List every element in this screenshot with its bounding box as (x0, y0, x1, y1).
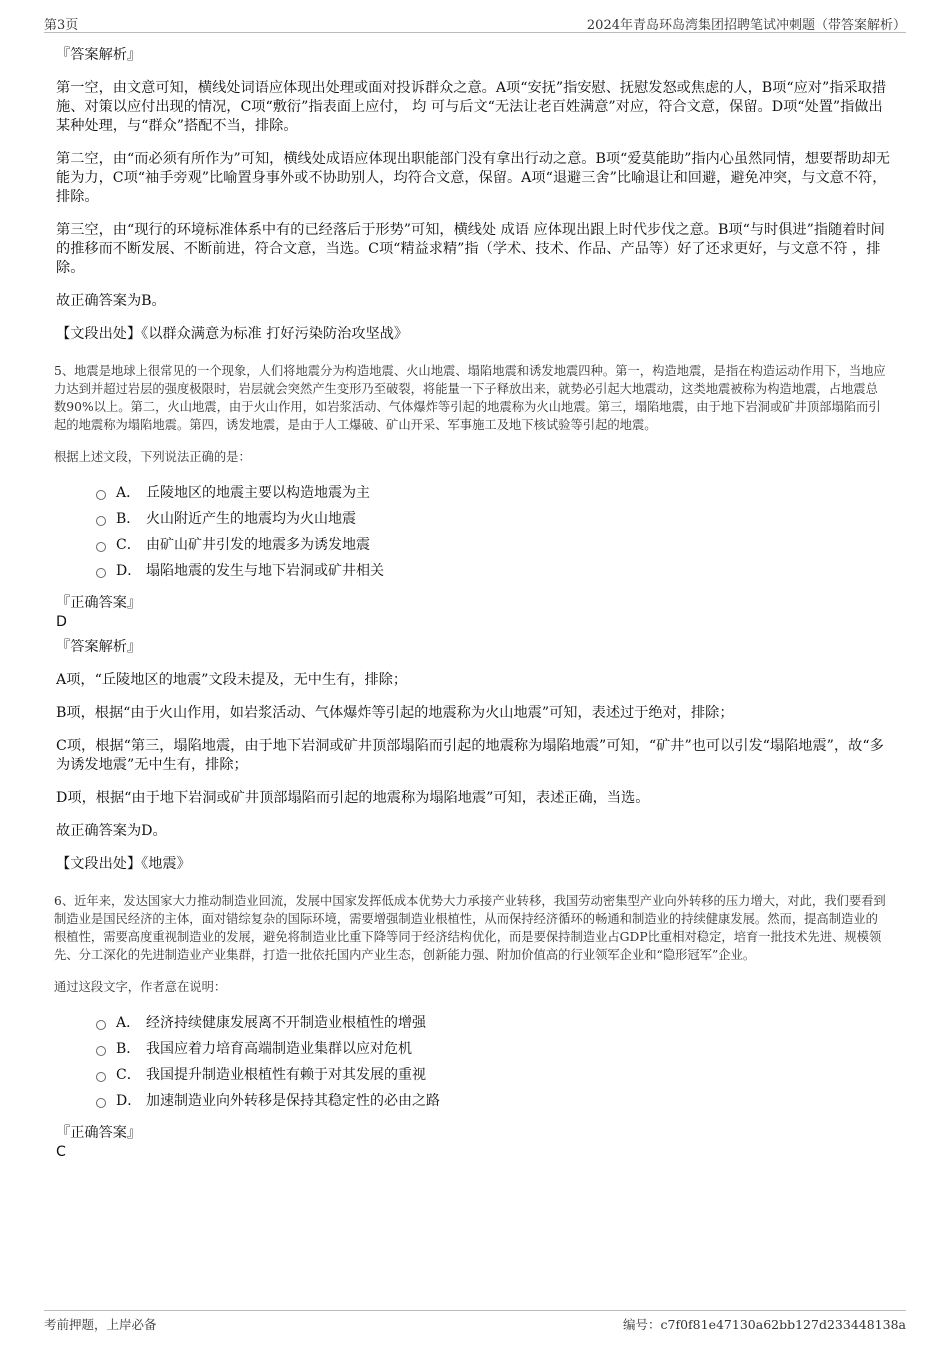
q5-answer: D (56, 614, 67, 630)
radio-icon[interactable] (96, 1020, 106, 1030)
q6-option-c[interactable]: C． 我国提升制造业根植性有赖于对其发展的重视 (96, 1062, 890, 1088)
q5-explanation-c: C项，根据“第三，塌陷地震，由于地下岩洞或矿井顶部塌陷而引起的地震称为塌陷地震”可知，“矿井”也可以引发“塌陷地震”，故“多为诱发地震”无中生有，排除； (56, 738, 884, 773)
question-6-options (96, 1010, 890, 1114)
radio-icon[interactable] (96, 1098, 106, 1108)
q6-option-a[interactable]: A． 经济持续健康发展离不开制造业根植性的增强 (96, 1010, 890, 1036)
q6-answer-label: 『正确答案』 (56, 1125, 142, 1141)
page-content (56, 46, 890, 1168)
prev-source: 【文段出处】《以群众满意为标准 打好污染防治攻坚战》 (56, 326, 409, 342)
radio-icon[interactable] (96, 1072, 106, 1082)
footer-slogan: 考前押题，上岸必备 (44, 1317, 157, 1332)
prev-explanation-para-3: 第三空，由“现行的环境标准体系中有的已经落后于形势”可知，横线处 成语 应体现出跟上时代步伐之意。B项“与时俱进”指随着时间的推移而不断发展、不断前进，符合文意，当选。C项“精益求精”指（学术、技术、作品、产品等）好了还求更好，与文意不符 ，排除。 (56, 222, 885, 276)
q5-explanation-d: D项，根据“由于地下岩洞或矿井顶部塌陷而引起的地震称为塌陷地震”可知，表述正确，当选。 (56, 790, 650, 806)
prev-explanation-label: 『答案解析』 (56, 47, 142, 63)
radio-icon[interactable] (96, 542, 106, 552)
radio-icon[interactable] (96, 1046, 106, 1056)
question-6-prompt: 通过这段文字，作者意在说明： (54, 980, 227, 994)
radio-icon[interactable] (96, 568, 106, 578)
document-id: 编号：c7f0f81e47130a62bb127d233448138a (623, 1317, 906, 1332)
q5-answer-label: 『正确答案』 (56, 595, 142, 611)
prev-explanation-para-2: 第二空，由“而必须有所作为”可知，横线处成语应体现出职能部门没有拿出行动之意。B项“爱莫能助”指内心虽然同情，想要帮助却无能为力，C项“袖手旁观”比喻置身事外或不协助别人，均符合文意，保留。A项“退避三舍”比喻退让和回避，避免冲突，与文意不符，排除。 (56, 151, 890, 205)
q5-source: 【文段出处】《地震》 (56, 856, 191, 872)
page-number: 第3页 (44, 18, 79, 33)
q5-option-a[interactable]: A． 丘陵地区的地震主要以构造地震为主 (96, 480, 890, 506)
q5-explanation-a: A项，“丘陵地区的地震”文段未提及，无中生有，排除； (56, 672, 408, 688)
prev-conclusion: 故正确答案为B。 (56, 293, 166, 309)
question-5-prompt: 根据上述文段，下列说法正确的是： (54, 450, 251, 464)
question-6-text: 6、近年来，发达国家大力推动制造业回流，发展中国家发挥低成本优势大力承接产业转移，我国劳动密集型产业向外转移的压力增大，对此，我们要看到制造业是国民经济的主体，面对错综复杂的国际环境，需要增强制造业根植性，从而保持经济循环的畅通和制造业的持续健康发展。然而，提高制造业的根植性，需要高度重视制造业的发展，避免将制造业比重下降等同于经济结构优化，而是要保持制造业占GDP比重相对稳定，培育一批技术先进、规模领先、分工深化的先进制造业产业集群，打造一批依托国内产业生态，创新能力强、附加价值高的行业领军企业和“隐形冠军”企业。 (54, 894, 886, 962)
q5-option-b[interactable]: B． 火山附近产生的地震均为火山地震 (96, 506, 890, 532)
page-footer (44, 1310, 906, 1333)
q6-option-d[interactable]: D． 加速制造业向外转移是保持其稳定性的必由之路 (96, 1088, 890, 1114)
radio-icon[interactable] (96, 490, 106, 500)
document-title: 2024年青岛环岛湾集团招聘笔试冲刺题（带答案解析） (586, 18, 906, 33)
question-5-options (96, 480, 890, 584)
question-5-text: 5、地震是地球上很常见的一个现象，人们将地震分为构造地震、火山地震、塌陷地震和诱发地震四种。第一，构造地震，是指在构造运动作用下，当地应力达到并超过岩层的强度极限时，岩层就会突然产生变形乃至破裂，将能量一下子释放出来，就势必引起大地震动，这类地震被称为构造地震，占地震总数90%以上。第二，火山地震，由于火山作用，如岩浆活动、气体爆炸等引起的地震称为火山地震。第三，塌陷地震，由于地下岩洞或矿井顶部塌陷而引起的地震称为塌陷地震。第四，诱发地震，是由于人工爆破、矿山开采、军事施工及地下核试验等引起的地震。 (54, 364, 886, 432)
q6-option-b[interactable]: B． 我国应着力培育高端制造业集群以应对危机 (96, 1036, 890, 1062)
page-header (44, 12, 906, 33)
prev-explanation-para-1: 第一空，由文意可知，横线处词语应体现出处理或面对投诉群众之意。A项“安抚”指安慰、抚慰发怒或焦虑的人，B项“应对”指采取措施、对策以应付出现的情况，C项“敷衍”指表面上应付， 均 可与后文“无法让老百姓满意”对应，符合文意，保留。D项“处置”指做出某种处理，与“群众”搭配不当，排除。 (56, 80, 887, 134)
q5-explanation-b: B项，根据“由于火山作用，如岩浆活动、气体爆炸等引起的地震称为火山地震”可知，表述过于绝对，排除； (56, 705, 734, 721)
radio-icon[interactable] (96, 516, 106, 526)
q5-option-d[interactable]: D． 塌陷地震的发生与地下岩洞或矿井相关 (96, 558, 890, 584)
q5-explanation-label: 『答案解析』 (56, 639, 142, 655)
q6-answer: C (56, 1144, 66, 1160)
q5-conclusion: 故正确答案为D。 (56, 823, 167, 839)
q5-option-c[interactable]: C． 由矿山矿井引发的地震多为诱发地震 (96, 532, 890, 558)
